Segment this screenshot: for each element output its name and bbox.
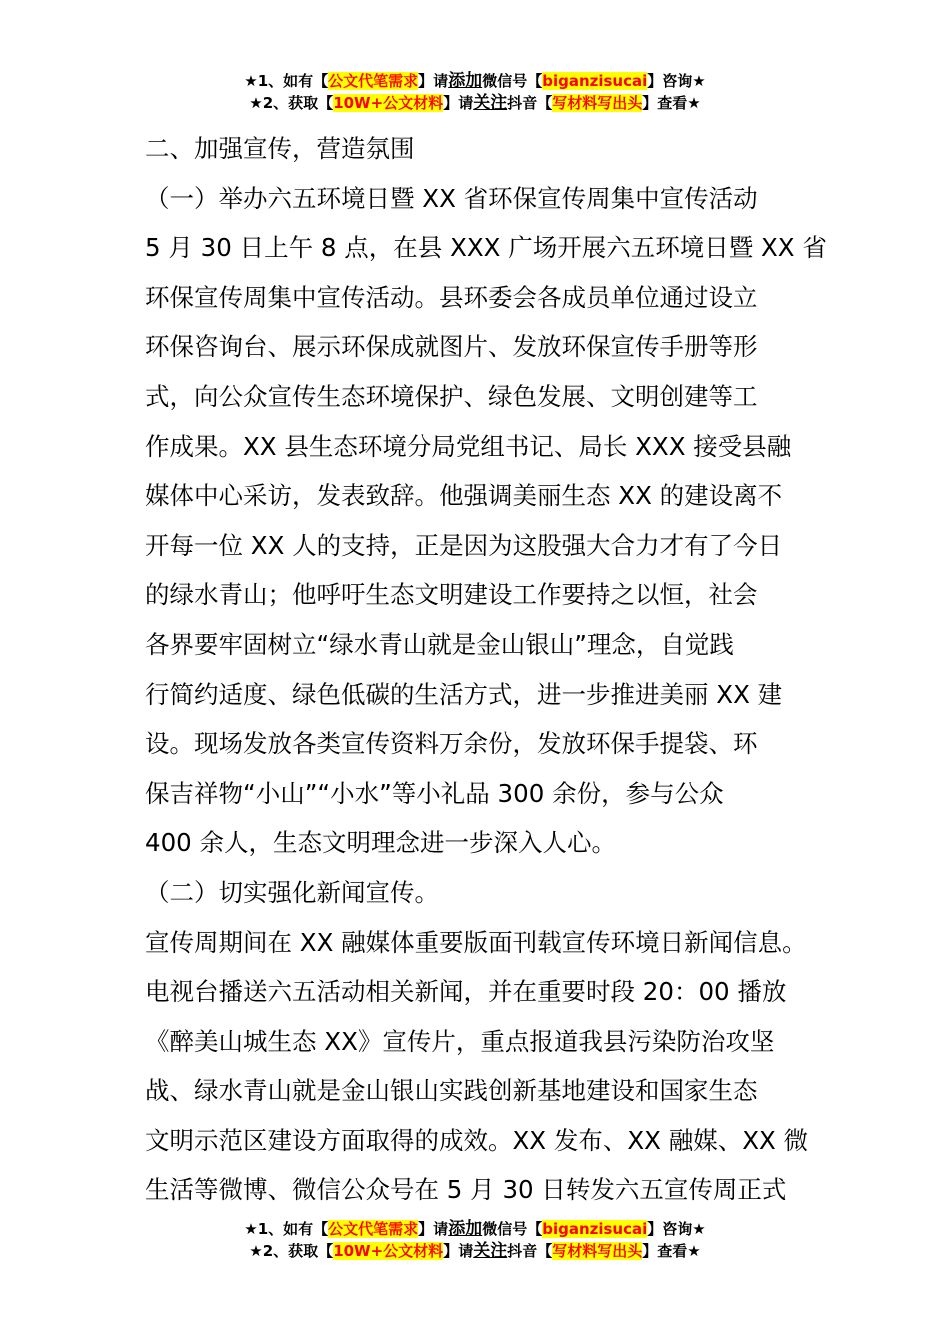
body-line: 环保宣传周集中宣传活动。县环委会各成员单位通过设立 [145,282,758,312]
subsection-heading: （二）切实强化新闻宣传。 [145,877,439,907]
body-line: 400 余人，生态文明理念进一步深入人心。 [145,828,617,858]
body-line: 生活等微博、微信公众号在 5 月 30 日转发六五宣传周正式 [145,1175,787,1205]
bottom-banner [0,1218,950,1262]
banner-text: ★1、如有【 [244,1220,329,1238]
body-line: 5 月 30 日上午 8 点，在县 XXX 广场开展六五环境日暨 XX 省 [145,233,827,263]
body-line: 式，向公众宣传生态环境保护、绿色发展、文明创建等工 [145,381,758,411]
banner-text: 微信号【 [482,72,543,90]
banner-highlight: 写材料写出头 [552,1242,643,1260]
banner-highlight: 10W+公文材料 [333,94,444,112]
body-line: 《醉美山城生态 XX》宣传片，重点报道我县污染防治攻坚 [145,1026,775,1056]
banner-text: ★2、获取【 [249,1242,334,1260]
body-line: 宣传周期间在 XX 融媒体重要版面刊载宣传环境日新闻信息。 [145,927,807,957]
body-line: 开每一位 XX 人的支持，正是因为这股强大合力才有了今日 [145,530,783,560]
body-line: 文明示范区建设方面取得的成效。XX 发布、XX 融媒、XX 微 [145,1125,809,1155]
banner-text: 】查看★ [642,1242,701,1260]
banner-text: 抖音【 [507,1242,553,1260]
document-body [145,124,827,1215]
banner-text: 】咨询★ [647,1220,706,1238]
banner-emphasis: 添加 [448,1219,483,1239]
banner-line-1 [0,70,950,92]
body-line: 媒体中心采访，发表致辞。他强调美丽生态 XX 的建设离不 [145,481,783,511]
body-line: 电视台播送六五活动相关新闻，并在重要时段 20：00 播放 [145,977,787,1007]
banner-text: 】请 [443,94,474,112]
body-line: 行简约适度、绿色低碳的生活方式，进一步推进美丽 XX 建 [145,679,783,709]
body-line: 战、绿水青山就是金山银山实践创新基地建设和国家生态 [145,1076,758,1106]
body-line: 环保咨询台、展示环保成就图片、发放环保宣传手册等形 [145,332,758,362]
banner-highlight: biganzisucai [542,1220,648,1238]
banner-text: 】请 [443,1242,474,1260]
body-line: 作成果。XX 县生态环境分局党组书记、局长 XXX 接受县融 [145,431,792,461]
banner-line-1 [0,1218,950,1240]
banner-text: 】请 [418,72,449,90]
banner-text: 】查看★ [642,94,701,112]
banner-text: 微信号【 [482,1220,543,1238]
banner-highlight: 公文代笔需求 [328,72,419,90]
body-line: 保吉祥物“小山”“小水”等小礼品 300 余份，参与公众 [145,778,724,808]
banner-highlight: 公文代笔需求 [328,1220,419,1238]
banner-line-2 [0,1240,950,1262]
banner-emphasis: 关注 [473,1241,508,1261]
subsection-heading: （一）举办六五环境日暨 XX 省环保宣传周集中宣传活动 [145,183,758,213]
banner-emphasis: 添加 [448,71,483,91]
banner-text: ★1、如有【 [244,72,329,90]
top-banner [0,70,950,114]
section-heading: 二、加强宣传，营造氛围 [145,134,415,163]
banner-text: ★2、获取【 [249,94,334,112]
body-line: 各界要牢固树立“绿水青山就是金山银山”理念，自觉践 [145,629,734,659]
banner-text: 】咨询★ [647,72,706,90]
banner-text: 】请 [418,1220,449,1238]
banner-highlight: biganzisucai [542,72,648,90]
banner-emphasis: 关注 [473,93,508,113]
banner-highlight: 10W+公文材料 [333,1242,444,1260]
body-line: 设。现场发放各类宣传资料万余份，发放环保手提袋、环 [145,729,758,759]
banner-line-2 [0,92,950,114]
banner-text: 抖音【 [507,94,553,112]
body-line: 的绿水青山；他呼吁生态文明建设工作要持之以恒，社会 [145,580,758,610]
banner-highlight: 写材料写出头 [552,94,643,112]
